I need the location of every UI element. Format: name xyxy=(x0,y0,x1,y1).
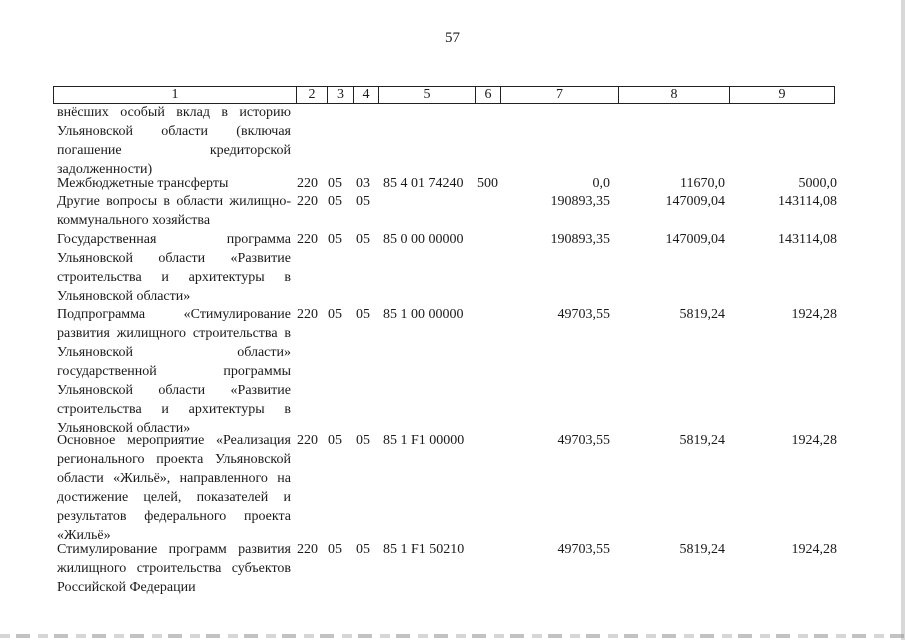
header-col-1: 1 xyxy=(54,87,297,103)
row-col-9: 1924,28 xyxy=(791,307,837,322)
row-col-8: 5819,24 xyxy=(679,307,725,322)
row-col-9: 143114,08 xyxy=(778,194,837,209)
row-col-8: 147009,04 xyxy=(665,232,725,247)
row-name: Подпрограмма «Стимулирование развития жилищного строительства в Ульяновской области» государственной программы Ульяновской области «Развитие строительства и архитектуры в Ульяновской области» xyxy=(57,307,291,436)
row-col-3: 05 xyxy=(328,542,342,557)
row-name: внёсших особый вклад в историю Ульяновской области (включая погашение кредиторской задолженности) xyxy=(57,105,291,177)
header-col-3: 3 xyxy=(328,87,354,103)
row-col-3: 05 xyxy=(328,232,342,247)
row-col-4: 05 xyxy=(356,232,370,247)
row-name: Стимулирование программ развития жилищного строительства субъектов Российской Федерации xyxy=(57,542,291,595)
scan-artifact xyxy=(0,634,905,638)
row-col-4: 03 xyxy=(356,176,370,191)
row-col-2: 220 xyxy=(297,176,318,191)
header-col-5: 5 xyxy=(379,87,476,103)
row-col-8: 147009,04 xyxy=(665,194,725,209)
row-col-9: 5000,0 xyxy=(798,176,837,191)
row-col-5: 85 1 F1 00000 xyxy=(383,433,465,448)
row-col-3: 05 xyxy=(328,194,342,209)
row-col-7: 0,0 xyxy=(592,176,610,191)
row-col-2: 220 xyxy=(297,232,318,247)
row-col-5: 85 4 01 74240 xyxy=(383,176,464,191)
row-col-8: 5819,24 xyxy=(679,433,725,448)
row-col-7: 49703,55 xyxy=(557,542,610,557)
row-col-7: 49703,55 xyxy=(557,433,610,448)
row-col-5: 85 1 00 00000 xyxy=(383,307,464,322)
header-col-8: 8 xyxy=(619,87,730,103)
row-name: Другие вопросы в области жилищно-коммунального хозяйства xyxy=(57,194,291,228)
row-col-9: 1924,28 xyxy=(791,542,837,557)
header-col-6: 6 xyxy=(476,87,501,103)
row-col-2: 220 xyxy=(297,433,318,448)
header-col-4: 4 xyxy=(354,87,379,103)
row-col-3: 05 xyxy=(328,176,342,191)
row-col-2: 220 xyxy=(297,307,318,322)
row-col-9: 143114,08 xyxy=(778,232,837,247)
row-col-5: 85 0 00 00000 xyxy=(383,232,464,247)
page-edge xyxy=(901,0,905,640)
row-col-9: 1924,28 xyxy=(791,433,837,448)
row-col-8: 11670,0 xyxy=(680,176,725,191)
row-col-4: 05 xyxy=(356,307,370,322)
row-col-4: 05 xyxy=(356,542,370,557)
table-header-row xyxy=(53,86,835,104)
row-col-3: 05 xyxy=(328,307,342,322)
row-col-4: 05 xyxy=(356,433,370,448)
row-col-4: 05 xyxy=(356,194,370,209)
row-name: Межбюджетные трансферты xyxy=(57,176,229,191)
row-col-7: 49703,55 xyxy=(557,307,610,322)
header-col-2: 2 xyxy=(297,87,328,103)
row-col-2: 220 xyxy=(297,542,318,557)
row-col-8: 5819,24 xyxy=(679,542,725,557)
row-col-7: 190893,35 xyxy=(550,194,610,209)
row-col-7: 190893,35 xyxy=(550,232,610,247)
row-col-5: 85 1 F1 50210 xyxy=(383,542,465,557)
row-name: Основное мероприятие «Реализация регионального проекта Ульяновской области «Жильё», направленного на достижение целей, показателей и результатов федерального проекта «Жильё» xyxy=(57,433,291,543)
row-col-2: 220 xyxy=(297,194,318,209)
header-col-9: 9 xyxy=(778,87,786,102)
page-number: 57 xyxy=(445,30,460,46)
row-name: Государственная программа Ульяновской области «Развитие строительства и архитектуры в Ульяновской области» xyxy=(57,232,291,304)
header-col-7: 7 xyxy=(501,87,619,103)
row-col-6: 500 xyxy=(477,176,498,191)
row-col-3: 05 xyxy=(328,433,342,448)
